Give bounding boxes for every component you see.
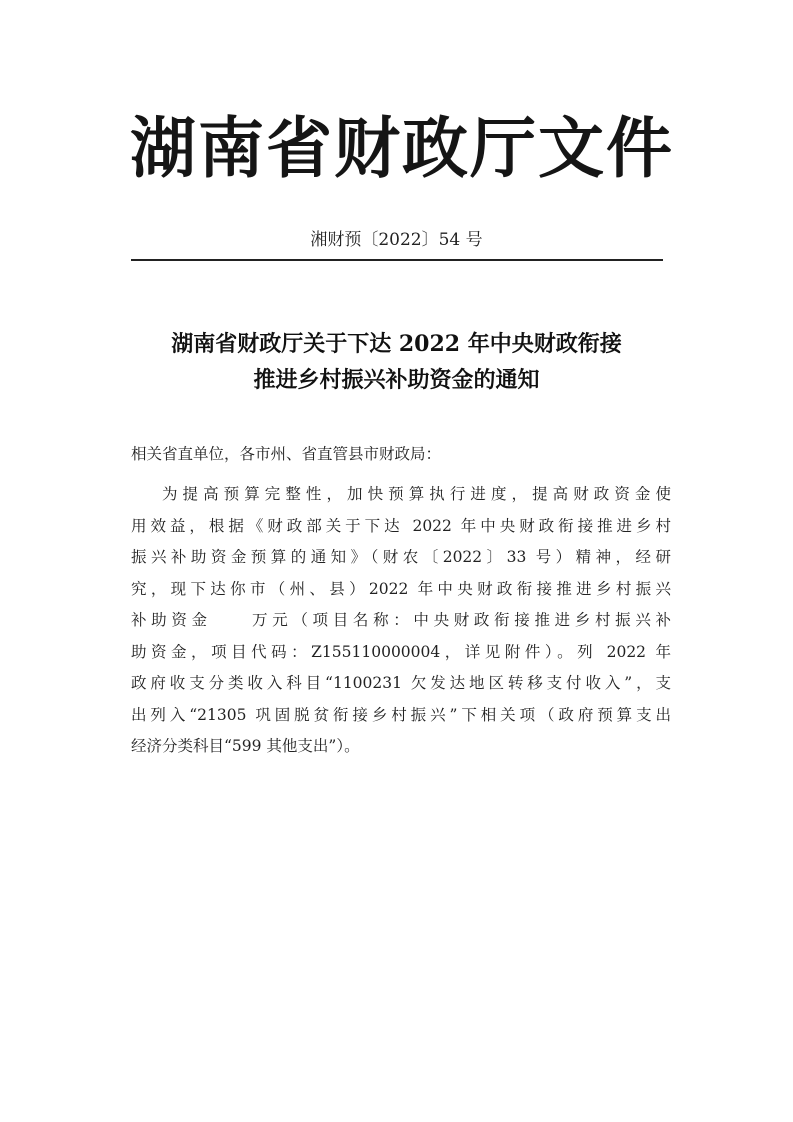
- body-line: 究，现下达你市（州、县）2022 年中央财政衔接推进乡村振兴: [131, 579, 671, 598]
- notice-title-line: 推进乡村振兴补助资金的通知: [253, 367, 540, 393]
- body-line: 补助资金 万元（项目名称：中央财政衔接推进乡村振兴补: [131, 611, 671, 629]
- header-divider: [131, 259, 663, 261]
- body-paragraph: [131, 479, 671, 763]
- document-number: 湘财预〔2022〕54 号: [310, 230, 483, 250]
- body-line: 政府收支分类收入科目“1100231 欠发达地区转移支付收入”，支: [131, 674, 671, 692]
- body-line: 经济分类科目“599 其他支出”）。: [131, 737, 360, 755]
- notice-title-line: 湖南省财政厅关于下达 2022 年中央财政衔接: [171, 331, 622, 357]
- body-line: 为提高预算完整性，加快预算执行进度，提高财政资金使: [162, 485, 671, 503]
- body-line: 出列入“21305 巩固脱贫衔接乡村振兴”下相关项（政府预算支出: [131, 705, 671, 724]
- body-line: 用效益，根据《财政部关于下达 2022 年中央财政衔接推进乡村: [131, 516, 671, 535]
- notice-title: [120, 326, 673, 398]
- recipient-line: 相关省直单位，各市州、省直管县市财政局：: [131, 445, 442, 463]
- body-line: 助资金，项目代码：Z155110000004，详见附件）。列 2022 年: [131, 642, 671, 661]
- body-line: 振兴补助资金预算的通知》（财农〔2022〕33 号）精神，经研: [131, 548, 671, 566]
- issuer-header: 湖南省财政厅文件: [130, 109, 674, 187]
